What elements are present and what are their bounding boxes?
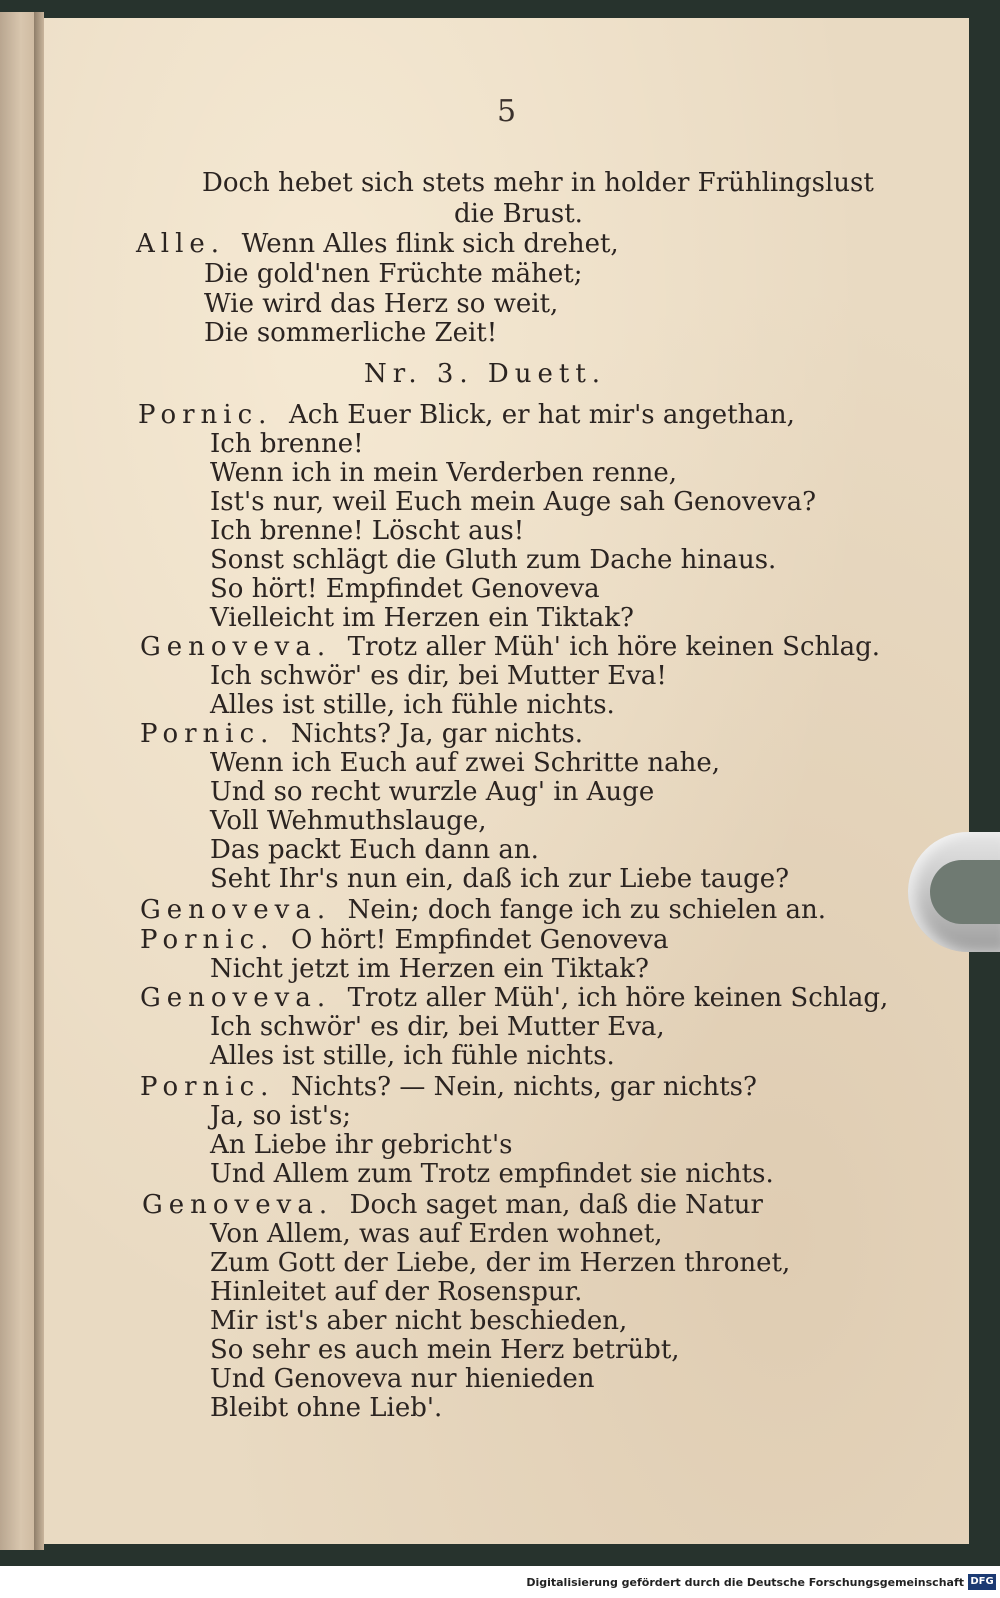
text-line: Die sommerliche Zeit! (204, 318, 498, 348)
text-line: Sonst schlägt die Gluth zum Dache hinaus. (210, 545, 777, 575)
text-line: Wenn ich Euch auf zwei Schritte nahe, (210, 748, 721, 778)
text-line: Ist's nur, weil Euch mein Auge sah Genoveva? (210, 487, 817, 517)
text-line: An Liebe ihr gebricht's (210, 1130, 513, 1160)
text-line: Voll Wehmuthslauge, (210, 806, 487, 836)
text-line: Von Allem, was auf Erden wohnet, (210, 1219, 663, 1249)
speaker-name: Pornic. (140, 1072, 275, 1102)
text-line: Ja, so ist's; (210, 1101, 352, 1131)
text-line: Und Allem zum Trotz empfindet sie nichts. (210, 1159, 774, 1189)
speaker-name: Pornic. (138, 400, 273, 430)
text-line: Seht Ihr's nun ein, daß ich zur Liebe tauge? (210, 864, 790, 894)
book-page (44, 18, 969, 1544)
text-line: Doch hebet sich stets mehr in holder Frühlingslust (202, 168, 874, 198)
text-line: Pornic. Nichts? — Nein, nichts, gar nichts? (140, 1072, 757, 1102)
text-line: Ich schwör' es dir, bei Mutter Eva, (210, 1012, 665, 1042)
text-line: Pornic. O hört! Empfindet Genoveva (140, 925, 669, 955)
text-line: Zum Gott der Liebe, der im Herzen thronet, (210, 1248, 791, 1278)
page-number: 5 (496, 94, 517, 129)
funding-credit: Digitalisierung gefördert durch die Deutsche Forschungsgemeinschaft (526, 1576, 964, 1589)
text-line: Nicht jetzt im Herzen ein Tiktak? (210, 954, 649, 984)
text-line: Pornic. Nichts? Ja, gar nichts. (140, 719, 584, 749)
speaker-name: Genoveva. (140, 983, 332, 1013)
text-line: Die gold'nen Früchte mähet; (204, 259, 583, 289)
text-line: Wenn ich in mein Verderben renne, (210, 458, 677, 488)
text-line: So sehr es auch mein Herz betrübt, (210, 1335, 680, 1365)
text-line: So hört! Empfindet Genoveva (210, 574, 600, 604)
text-line: Alles ist stille, ich fühle nichts. (210, 690, 615, 720)
text-line: Und Genoveva nur hienieden (210, 1364, 595, 1394)
speaker-name: Pornic. (140, 719, 275, 749)
text-line: Mir ist's aber nicht beschieden, (210, 1306, 628, 1336)
text-line: Ich schwör' es dir, bei Mutter Eva! (210, 661, 667, 691)
speaker-name: Pornic. (140, 925, 275, 955)
text-line: Das packt Euch dann an. (210, 835, 539, 865)
text-line: Bleibt ohne Lieb'. (210, 1393, 443, 1423)
section-heading: Nr. 3. Duett. (364, 359, 607, 389)
dfg-logo: DFG (968, 1574, 996, 1590)
text-line: Genoveva. Doch saget man, daß die Natur (142, 1190, 763, 1220)
speaker-name: Genoveva. (140, 895, 332, 925)
text-line: Pornic. Ach Euer Blick, er hat mir's angethan, (138, 400, 795, 430)
left-page-edge (0, 12, 38, 1550)
speaker-name: Alle. (136, 229, 226, 259)
text-line: Vielleicht im Herzen ein Tiktak? (210, 603, 634, 633)
text-line: Ich brenne! Löscht aus! (210, 516, 525, 546)
speaker-name: Genoveva. (140, 632, 332, 662)
text-line: Ich brenne! (210, 429, 364, 459)
text-line: Genoveva. Trotz aller Müh' ich höre keinen Schlag. (140, 632, 881, 662)
footer-bar (0, 1568, 1000, 1598)
text-line: Und so recht wurzle Aug' in Auge (210, 777, 655, 807)
page-clip-opening (930, 860, 1000, 924)
text-line: Alles ist stille, ich fühle nichts. (210, 1041, 615, 1071)
text-line: Genoveva. Nein; doch fange ich zu schielen an. (140, 895, 827, 925)
text-line: Alle. Wenn Alles flink sich drehet, (136, 229, 619, 259)
text-line: die Brust. (454, 199, 583, 229)
text-line: Wie wird das Herz so weit, (204, 289, 559, 319)
text-line: Genoveva. Trotz aller Müh', ich höre keinen Schlag, (140, 983, 889, 1013)
text-line: Hinleitet auf der Rosenspur. (210, 1277, 583, 1307)
speaker-name: Genoveva. (142, 1190, 334, 1220)
book-gutter (34, 12, 44, 1550)
